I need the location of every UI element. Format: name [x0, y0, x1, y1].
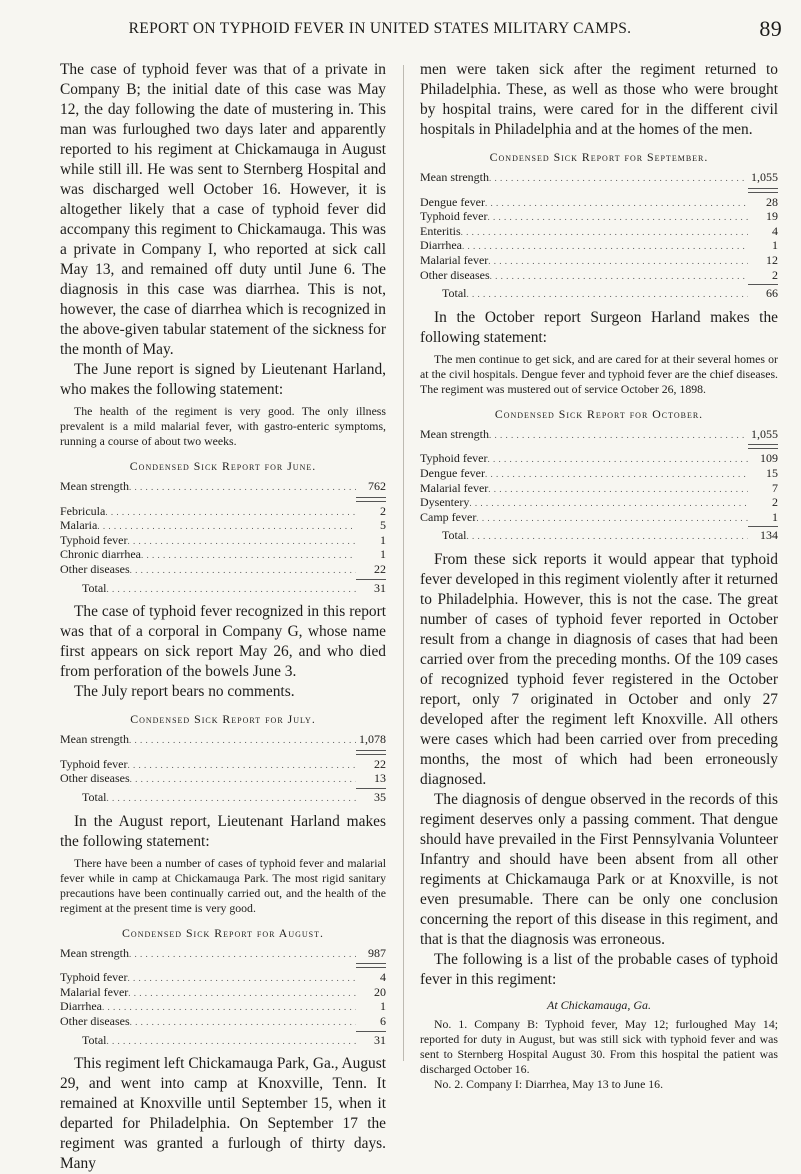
paragraph: The June report is signed by Lieutenant Harland, who makes the following statement:	[60, 361, 386, 398]
table-row: Malarial fever . . . 12	[420, 254, 778, 269]
table-row: Malarial fever . . . 20	[60, 986, 386, 1001]
table-row: Enteritis . . . 4	[420, 225, 778, 240]
table-row: Dysentery . . . 2	[420, 496, 778, 511]
table-row: Mean strength . . . 1,055	[420, 428, 778, 443]
quotation: The men continue to get sick, and are cared for at their several homes or at the civil hospitals. Dengue fever and typhoid fever are the chief diseases. The regiment was mustered out of service October 26, 1898.	[420, 351, 778, 396]
table-caption: Condensed Sick Report for October.	[494, 406, 704, 421]
table-row: Malaria . . . 5	[60, 519, 386, 534]
quotation: There have been a number of cases of typhoid fever and malarial fever while in camp at Chickamauga Park. The most rigid sanitary precautions have been continually carried out, and the health of the regiment at the present time is very good.	[60, 855, 386, 915]
table-row: Diarrhea . . . 1	[420, 239, 778, 254]
table-june	[60, 459, 386, 596]
table-row: Dengue fever . . . 28	[420, 196, 778, 211]
table-row: Dengue fever . . . 15	[420, 467, 778, 482]
paragraph: The following is a list of the probable cases of typhoid fever in this regiment:	[420, 950, 778, 988]
table-row: Mean strength . . . 1,055	[420, 171, 778, 186]
table-total-row: Total . . . 31	[60, 582, 386, 597]
table-row: Chronic diarrhea . . . 1	[60, 548, 386, 563]
table-row: Mean strength . . . 987	[60, 947, 386, 962]
table-caption: Condensed Sick Report for June.	[129, 459, 317, 473]
table-total-row: Total . . . 35	[60, 791, 386, 806]
case-note: No. 1. Company B: Typhoid fever, May 12; furloughed May 14; reported for duty in August, but was still sick with typhoid fever and was sent to Sternberg Hospital August 30. From this hospital the patient was discharged October 16.	[420, 1016, 778, 1076]
paragraph: The diagnosis of dengue observed in the records of this regiment deserves only a passing comment. That dengue should have prevailed in the First Pennsylvania Volunteer Infantry and should have been absent from all other regiments at Chickamauga Park or at Knoxville, is not even presumable. There can be only one conclusion concerning the report of this disease in this regiment, and that is that the diagnosis was erroneous.	[420, 790, 778, 948]
table-total-row: Total . . . 134	[420, 529, 778, 544]
table-row: Typhoid fever . . . 109	[420, 452, 778, 467]
table-july	[60, 712, 386, 805]
table-row: Other diseases . . . 22	[60, 563, 386, 578]
table-caption: Condensed Sick Report for September.	[489, 150, 709, 164]
table-row: Diarrhea . . . 1	[60, 1000, 386, 1015]
paragraph: From these sick reports it would appear that typhoid fever developed in this regiment violently after it returned to Philadelphia. However, this is not the case. The great number of cases of typhoid fever reported in October result from a change in diagnosis of cases that had been carried over from the preceding months. Of the 109 cases of recognized typhoid fever registered in the October report, only 7 originated in October and only 27 developed after the regiment left Knoxville. All others were cases which had been carried over from preceding months, the most of which had been erroneously diagnosed.	[420, 550, 778, 788]
table-row: Typhoid fever . . . 19	[420, 210, 778, 225]
table-row: Other diseases . . . 13	[60, 772, 386, 787]
paragraph: The July report bears no comments.	[74, 683, 295, 701]
paragraph: The case of typhoid fever recognized in this report was that of a corporal in Company G, whose name first appears on sick report May 26, and who died from perforation of the bowels June 3.	[60, 603, 386, 681]
table-row: Malarial fever . . . 7	[420, 482, 778, 497]
paragraph: In the October report Surgeon Harland makes the following statement:	[420, 308, 778, 346]
table-row: Camp fever . . . 1	[420, 511, 778, 526]
table-row: Typhoid fever . . . 1	[60, 534, 386, 549]
paragraph: This regiment left Chickamauga Park, Ga., August 29, and went into camp at Knoxville, Tenn. It remained at Knoxville until September 15, when it departed for Philadelphia. On September 17 the regiment was granted a furlough of thirty days. Many	[60, 1055, 386, 1173]
table-august	[60, 926, 386, 1049]
table-caption: Condensed Sick Report for August.	[122, 925, 324, 940]
table-row: Mean strength . . . 1,078	[60, 733, 386, 748]
quotation: The health of the regiment is very good. The only illness prevalent is a mild malarial fever, with gastro-enteric symptoms, running a course of about two weeks.	[60, 404, 386, 448]
table-total-row: Total . . . 66	[420, 287, 778, 302]
table-october	[420, 407, 778, 544]
table-row: Mean strength . . . 762	[60, 480, 386, 495]
table-row: Other diseases . . . 2	[420, 269, 778, 284]
table-row: Other diseases . . . 6	[60, 1015, 386, 1030]
case-note: No. 2. Company I: Diarrhea, May 13 to June 16.	[434, 1076, 664, 1091]
paragraph: men were taken sick after the regiment returned to Philadelphia. These, as well as those who were brought by hospital trains, were cared for in the different civil hospitals in Philadelphia and at the homes of the men.	[420, 61, 778, 138]
paragraph: In the August report, Lieutenant Harland makes the following statement:	[60, 812, 386, 850]
left-column	[60, 60, 386, 1174]
paragraph: The case of typhoid fever was that of a private in Company B; the initial date of this case was May 12, the day following the date of mustering in. This man was furloughed two days later and apparently reported to his regiment at Chickamauga in August while still ill. He was sent to Sternberg Hospital and was discharged well October 16. However, it is altogether likely that a case of typhoid fever did accompany this regiment to Chickamauga. This was a private in Company I, who reported at sick call May 13, and remained off duty until June 6. The diagnosis in this case was diarrhea. This is not, however, the case of diarrhea which is recognized in the above-given tabular statement of the sickness for the month of May.	[60, 61, 386, 358]
page-number: 89	[759, 16, 782, 41]
column-divider	[403, 65, 404, 1061]
table-caption: Condensed Sick Report for July.	[130, 712, 316, 727]
table-row: Febricula . . . 2	[60, 505, 386, 520]
running-title: REPORT ON TYPHOID FEVER IN UNITED STATES MILITARY CAMPS.	[128, 20, 632, 37]
table-row: Typhoid fever . . . 4	[60, 971, 386, 986]
table-total-row: Total . . . 31	[60, 1034, 386, 1049]
table-september	[420, 150, 778, 302]
table-row: Typhoid fever . . . 22	[60, 758, 386, 773]
running-header	[60, 18, 782, 44]
right-column	[420, 60, 778, 1092]
section-place-heading: At Chickamauga, Ga.	[547, 997, 651, 1012]
